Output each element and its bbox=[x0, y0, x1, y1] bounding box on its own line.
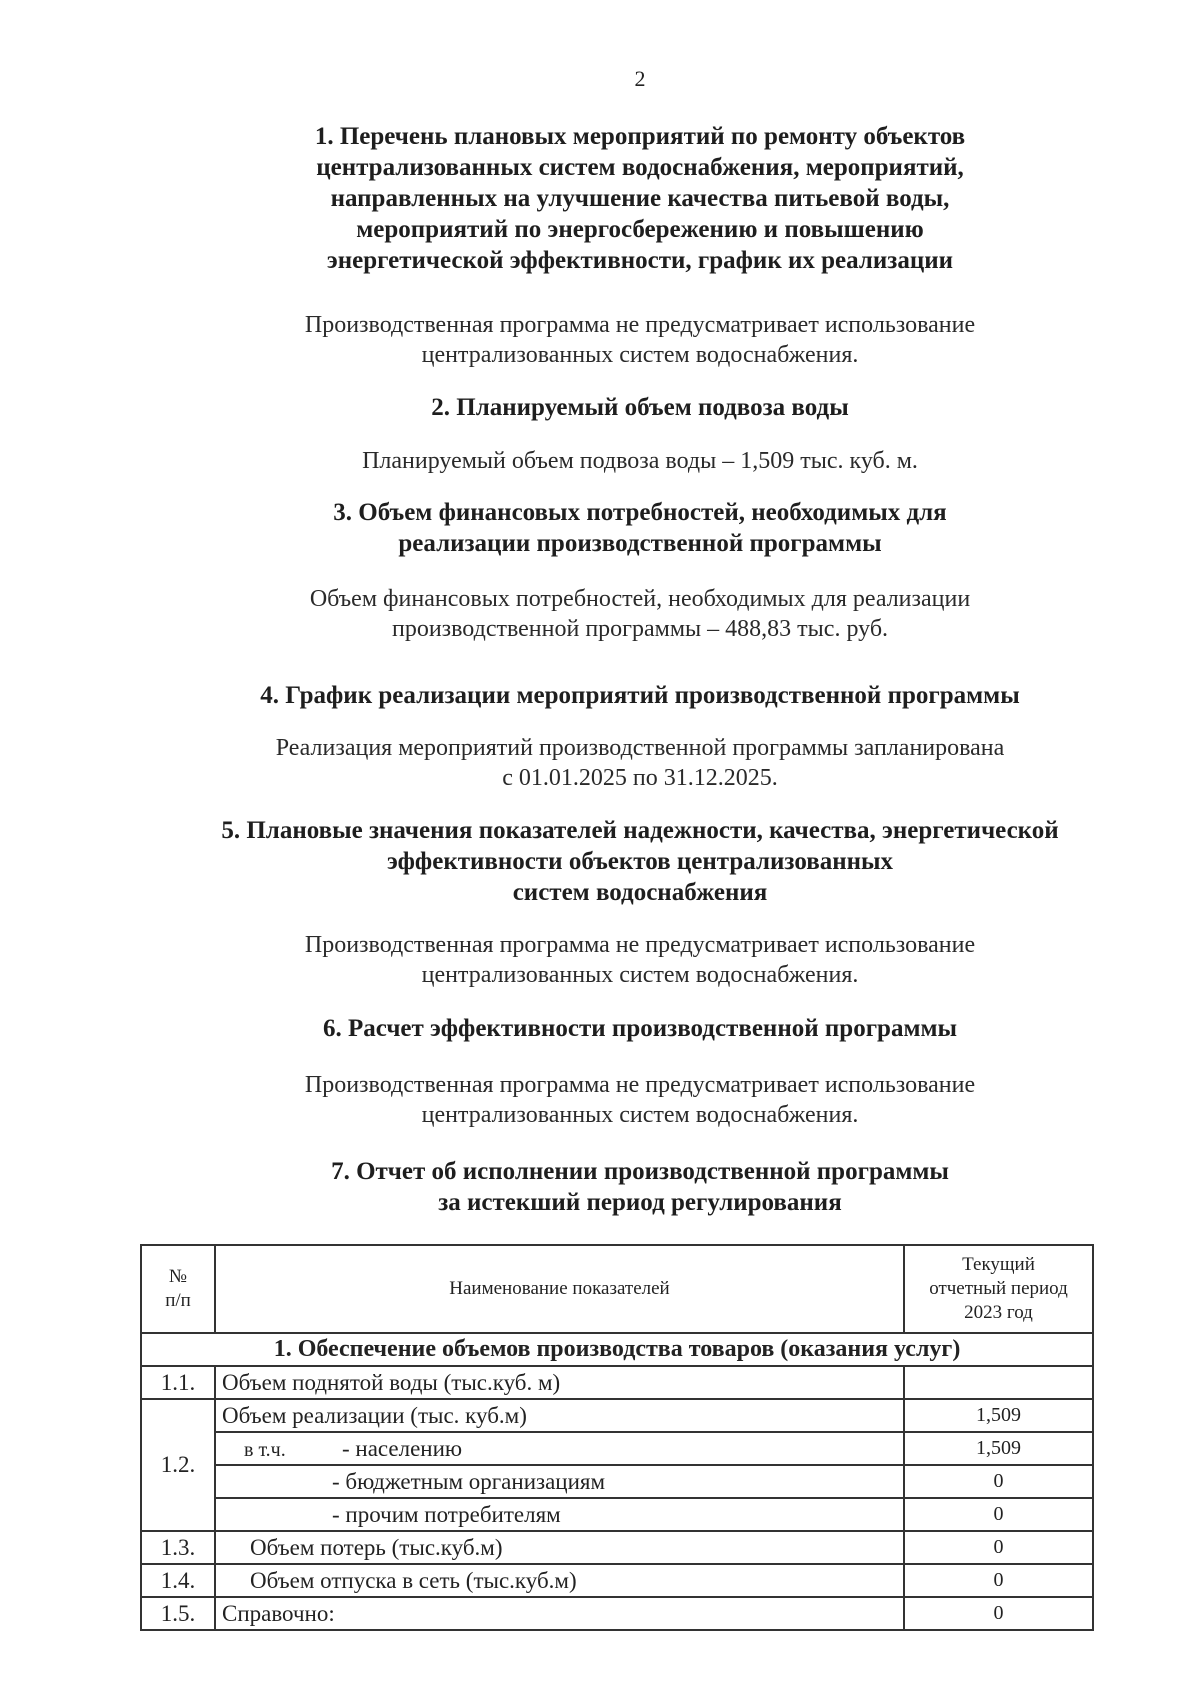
section-3-heading bbox=[0, 497, 1200, 559]
heading-line: 4. График реализации мероприятий производственной программы bbox=[260, 682, 1020, 709]
table-header-row bbox=[141, 1245, 1093, 1333]
row-name-cell bbox=[215, 1498, 904, 1531]
row-value bbox=[904, 1366, 1093, 1399]
row-value: 1,509 bbox=[904, 1399, 1093, 1432]
header-period bbox=[904, 1245, 1093, 1333]
section-1 bbox=[0, 121, 1200, 276]
heading-line: за истекший период регулирования bbox=[438, 1189, 842, 1216]
text-line: централизованных систем водоснабжения. bbox=[421, 1102, 859, 1128]
section-5-heading bbox=[0, 815, 1200, 908]
heading-line: централизованных систем водоснабжения, мероприятий, bbox=[316, 154, 964, 181]
heading-line: 5. Плановые значения показателей надежности, качества, энергетической bbox=[221, 817, 1059, 844]
row-name: - населению bbox=[342, 1435, 463, 1461]
table-row bbox=[141, 1399, 1093, 1432]
row-name: Объем реализации (тыс. куб.м) bbox=[215, 1399, 904, 1432]
page-number: 2 bbox=[634, 66, 646, 91]
row-value: 0 bbox=[904, 1531, 1093, 1564]
group-title: 1. Обеспечение объемов производства товаров (оказания услуг) bbox=[141, 1333, 1093, 1366]
header-num-line: п/п bbox=[165, 1290, 191, 1311]
section-2-heading bbox=[0, 392, 1200, 423]
row-num: 1.1. bbox=[141, 1366, 215, 1399]
row-num: 1.4. bbox=[141, 1564, 215, 1597]
row-value: 0 bbox=[904, 1564, 1093, 1597]
header-period-line: отчетный период bbox=[929, 1278, 1068, 1299]
table-row bbox=[141, 1531, 1093, 1564]
heading-line: 3. Объем финансовых потребностей, необходимых для bbox=[333, 499, 947, 526]
row-name: - бюджетным организациям bbox=[332, 1468, 606, 1494]
text-line: с 01.01.2025 по 31.12.2025. bbox=[502, 765, 778, 791]
row-name: Объем поднятой воды (тыс.куб. м) bbox=[215, 1366, 904, 1399]
row-value: 0 bbox=[904, 1597, 1093, 1630]
text-line: Производственная программа не предусматривает использование bbox=[304, 932, 976, 958]
header-period-line: 2023 год bbox=[964, 1302, 1033, 1323]
header-period-line: Текущий bbox=[962, 1254, 1035, 1275]
section-4-text bbox=[0, 733, 1200, 793]
heading-line: 7. Отчет об исполнении производственной программы bbox=[331, 1158, 949, 1185]
heading-line: 1. Перечень плановых мероприятий по ремонту объектов bbox=[314, 123, 966, 150]
row-value: 1,509 bbox=[904, 1432, 1093, 1465]
row-num: 1.2. bbox=[141, 1399, 215, 1531]
section-4-heading bbox=[0, 680, 1200, 711]
heading-line: систем водоснабжения bbox=[512, 879, 768, 906]
text-line: Производственная программа не предусматривает использование bbox=[304, 312, 976, 338]
table-row bbox=[141, 1564, 1093, 1597]
row-name: Справочно: bbox=[215, 1597, 904, 1630]
heading-line: эффективности объектов централизованных bbox=[386, 848, 894, 875]
row-value: 0 bbox=[904, 1465, 1093, 1498]
section-5-text bbox=[0, 930, 1200, 990]
header-num bbox=[141, 1245, 215, 1333]
row-prefix: в т.ч. bbox=[244, 1438, 286, 1461]
row-num: 1.3. bbox=[141, 1531, 215, 1564]
heading-line: 2. Планируемый объем подвоза воды bbox=[431, 394, 849, 421]
row-name-cell bbox=[215, 1531, 904, 1564]
text-line: производственной программы – 488,83 тыс. руб. bbox=[391, 616, 889, 642]
row-name: Объем потерь (тыс.куб.м) bbox=[250, 1534, 503, 1560]
header-name: Наименование показателей bbox=[215, 1245, 904, 1333]
header-num-line: № bbox=[168, 1266, 188, 1287]
table-row bbox=[141, 1366, 1093, 1399]
heading-line: энергетической эффективности, график их реализации bbox=[326, 247, 954, 274]
heading-line: 6. Расчет эффективности производственной программы bbox=[322, 1015, 958, 1042]
row-name-cell bbox=[215, 1465, 904, 1498]
row-num: 1.5. bbox=[141, 1597, 215, 1630]
text-line: централизованных систем водоснабжения. bbox=[421, 962, 859, 988]
table-group-row bbox=[141, 1333, 1093, 1366]
table-row bbox=[141, 1465, 1093, 1498]
row-name-cell bbox=[215, 1432, 904, 1465]
table-row bbox=[141, 1498, 1093, 1531]
section-1-text bbox=[0, 310, 1200, 370]
table-row bbox=[141, 1432, 1093, 1465]
text-line: Планируемый объем подвоза воды – 1,509 тыс. куб. м. bbox=[362, 448, 918, 474]
row-name: Объем отпуска в сеть (тыс.куб.м) bbox=[250, 1567, 577, 1593]
section-1-heading bbox=[0, 121, 1200, 276]
section-3-text bbox=[0, 584, 1200, 644]
section-6-heading bbox=[0, 1013, 1200, 1044]
text-line: Реализация мероприятий производственной программы запланирована bbox=[275, 735, 1005, 761]
text-line: Объем финансовых потребностей, необходимых для реализации bbox=[309, 586, 971, 612]
heading-line: мероприятий по энергосбережению и повышению bbox=[356, 216, 924, 243]
heading-line: направленных на улучшение качества питьевой воды, bbox=[330, 185, 950, 212]
report-table bbox=[140, 1244, 1094, 1631]
row-name-cell bbox=[215, 1564, 904, 1597]
table-row bbox=[141, 1597, 1093, 1630]
text-line: Производственная программа не предусматривает использование bbox=[304, 1072, 976, 1098]
section-7-heading bbox=[0, 1156, 1200, 1218]
row-name: - прочим потребителям bbox=[332, 1501, 561, 1527]
text-line: централизованных систем водоснабжения. bbox=[421, 342, 859, 368]
section-2-text bbox=[0, 446, 1200, 476]
section-6-text bbox=[0, 1070, 1200, 1130]
heading-line: реализации производственной программы bbox=[398, 530, 882, 557]
row-value: 0 bbox=[904, 1498, 1093, 1531]
